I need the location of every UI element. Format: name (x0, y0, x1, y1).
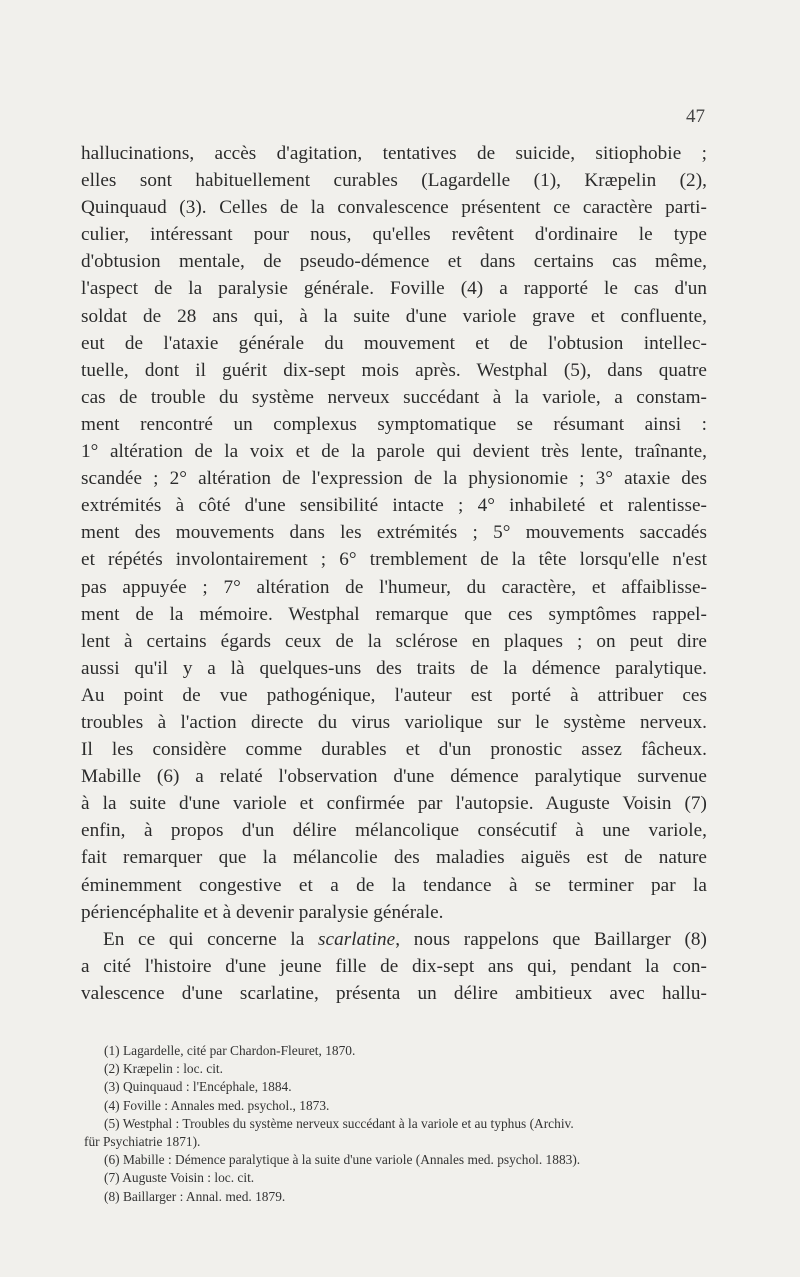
text-line: culier, intéressant pour nous, qu'elles revêtent d'ordinaire le type (81, 224, 707, 246)
text-line: valescence d'une scarlatine, présenta un délire ambitieux avec hallu- (81, 982, 707, 1004)
text-line: Il les considère comme durables et d'un pronostic assez fâcheux. (81, 739, 707, 761)
text-line: 1° altération de la voix et de la parole qui devient très lente, traînante, (81, 441, 707, 463)
paragraph-1 (81, 140, 707, 926)
text-line: ment de la mémoire. Westphal remarque que ces symptômes rappel- (81, 603, 707, 625)
paragraph-2 (81, 926, 707, 1007)
text-line: troubles à l'action directe du virus variolique sur le système nerveux. (81, 711, 707, 733)
text-line: d'obtusion mentale, de pseudo-démence et dans certains cas même, (81, 251, 707, 273)
text-segment: En ce qui concerne la (103, 928, 318, 950)
text-line: a cité l'histoire d'une jeune fille de dix-sept ans qui, pendant la con- (81, 955, 707, 977)
italic-term: scarlatine (317, 928, 396, 950)
text-line: eut de l'ataxie générale du mouvement et de l'obtusion intellec- (81, 332, 707, 354)
text-line: Quinquaud (3). Celles de la convalescence présentent ce caractère parti- (81, 197, 707, 219)
text-line: ment des mouvements dans les extrémités ; 5° mouvements saccadés (81, 522, 707, 544)
text-line: Au point de vue pathogénique, l'auteur est porté à attribuer ces (81, 684, 707, 706)
text-line: enfin, à propos d'un délire mélancolique consécutif à une variole, (81, 820, 707, 842)
text-line: fait remarquer que la mélancolie des maladies aiguës est de nature (81, 847, 707, 869)
footnote: (7) Auguste Voisin : loc. cit. (104, 1170, 255, 1186)
footnote: (1) Lagardelle, cité par Chardon-Fleuret, 1870. (104, 1043, 356, 1058)
text-line: Mabille (6) a relaté l'observation d'une démence paralytique survenue (81, 766, 707, 788)
text-line: hallucinations, accès d'agitation, tentatives de suicide, sitiophobie ; (81, 143, 707, 164)
text-line: soldat de 28 ans qui, à la suite d'une variole grave et confluente, (81, 305, 707, 327)
text-line: extrémités à côté d'une sensibilité intacte ; 4° inhabileté et ralentisse- (81, 495, 707, 517)
text-line: et répétés involontairement ; 6° tremblement de la tête lorsqu'elle n'est (81, 549, 707, 571)
body-text (81, 140, 707, 1007)
footnote: (2) Kræpelin : loc. cit. (104, 1061, 223, 1077)
text-line (81, 926, 707, 953)
text-line: tuelle, dont il guérit dix-sept mois après. Westphal (5), dans quatre (81, 359, 707, 381)
footnote: (8) Baillarger : Annal. med. 1879. (104, 1188, 286, 1204)
text-line: périencéphalite et à devenir paralysie générale. (81, 901, 444, 923)
footnote: (4) Foville : Annales med. psychol., 1873. (104, 1097, 330, 1113)
footnote: (5) Westphal : Troubles du système nerveux succédant à la variole et au typhus (Archiv. (104, 1115, 574, 1131)
text-line: elles sont habituellement curables (Lagardelle (1), Kræpelin (2), (81, 170, 707, 192)
text-line: cas de trouble du système nerveux succédant à la variole, a constam- (81, 386, 707, 408)
footnote: (3) Quinquaud : l'Encéphale, 1884. (104, 1079, 292, 1095)
text-line: pas appuyée ; 7° altération de l'humeur, du caractère, et affaiblisse- (81, 576, 707, 598)
footnote: (6) Mabille : Démence paralytique à la suite d'une variole (Annales med. psychol. 1883). (104, 1152, 581, 1168)
footnote-continuation: für Psychiatrie 1871). (84, 1134, 201, 1150)
text-line: l'aspect de la paralysie générale. Foville (4) a rapporté le cas d'un (81, 278, 707, 300)
text-line: scandée ; 2° altération de l'expression de la physionomie ; 3° ataxie des (81, 468, 707, 490)
text-line: aussi qu'il y a là quelques-uns des traits de la démence paralytique. (81, 657, 707, 679)
text-segment: , nous rappelons que Baillarger (8) (395, 928, 707, 950)
text-line: à la suite d'une variole et confirmée par l'autopsie. Auguste Voisin (7) (81, 793, 707, 815)
text-line: lent à certains égards ceux de la sclérose en plaques ; on peut dire (81, 630, 707, 652)
text-line: éminemment congestive et a de la tendance à se terminer par la (81, 874, 707, 896)
footnotes (84, 1042, 708, 1206)
page-number: 47 (686, 106, 705, 127)
text-line: ment rencontré un complexus symptomatique se résumant ainsi : (81, 413, 707, 435)
